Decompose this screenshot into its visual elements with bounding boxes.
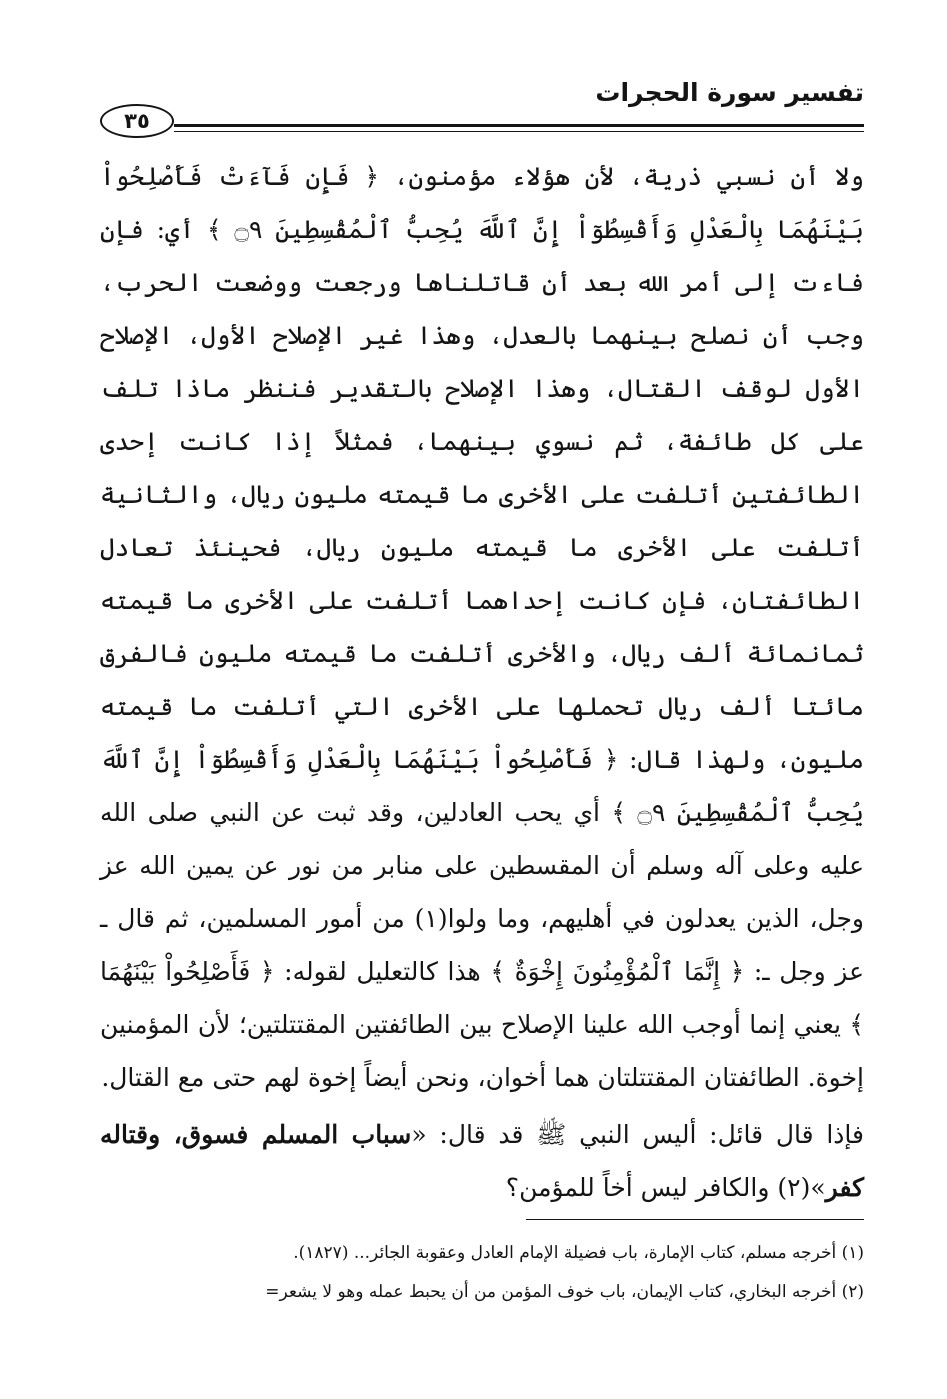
paragraph-2 <box>100 1108 864 1218</box>
page-header <box>100 78 864 138</box>
footnote-separator <box>526 1219 864 1220</box>
header-rule-thin <box>174 131 864 132</box>
paragraph-1: ولا أن نسبي ذرية، لأن هؤلاء مؤمنون، ﴿ فَإِن فَآءَتْ فَأَصْلِحُواْ بَيْنَهُمَا بِالْعَدْلِ وَأَقْسِطُوٓاْ إِنَّ ٱللَّهَ يُحِبُّ ٱلْمُقْسِطِينَ ۝٩ ﴾ أي: فإن فاءت إلى أمر الله بعد أن قاتلناها ورجعت ووضعت الحرب، وجب أن نصلح بينهما بالعدل، وهذا غير الإصلاح الأول، الإصلاح الأول لوقف القتال، وهذا الإصلاح بالتقدير فننظر ماذا تلف على كل طائفة، ثم نسوي بينهما، فمثلاً إذا كانت إحدى الطائفتين أتلفت على الأخرى ما قيمته مليون ريال، والثانية أتلفت على الأخرى ما قيمته مليون ريال، فحينئذ تعادل الطائفتان، فإن كانت إحداهما أتلفت على الأخرى ما قيمته ثمانمائة ألف ريال، والأخرى أتلفت ما قيمته مليون فالفرق مائتا ألف ريال تحملها على الأخرى التي أتلفت ما قيمته مليون، ولهذا قال: ﴿ فَأَصْلِحُواْ بَيْنَهُمَا بِالْعَدْلِ وَأَقْسِطُوٓاْ إِنَّ ٱللَّهَ يُحِبُّ ٱلْمُقْسِطِينَ ۝٩ ﴾ أي يحب العادلين، وقد ثبت عن النبي صلى الله عليه وعلى آله وسلم أن المقسطين على منابر من نور عن يمين الله عز وجل، الذين يعدلون في أهليهم، وما ولوا(١) من أمور المسلمين، ثم قال ـ عز وجل ـ: ﴿ إِنَّمَا ٱلْمُؤْمِنُونَ إِخْوَةٌ ﴾ هذا كالتعليل لقوله: ﴿ فَأَصْلِحُواْ بَيْنَهُمَا ﴾ يعني إنما أوجب الله علينا الإصلاح بين الطائفتين المقتتلتين؛ لأن المؤمنين إخوة. الطائفتان المقتتلتان هما أخوان، ونحن أيضاً إخوة لهم حتى مع القتال. <box>100 162 864 1092</box>
paragraph-2-start: فإذا قال قائل: أليس النبي ﷺ قد قال: « <box>411 1120 865 1149</box>
hadith-quote: سباب المسلم فسوق، وقتاله كفر <box>100 1120 864 1202</box>
paragraph-2-end: »(٢) والكافر ليس أخاً للمؤمن؟ <box>505 1173 826 1202</box>
main-text <box>100 150 864 1092</box>
header-rule-thick <box>174 124 864 127</box>
footnotes <box>100 1234 864 1312</box>
footnote-1: (١) أخرجه مسلم، كتاب الإمارة، باب فضيلة الإمام العادل وعقوبة الجائر... (١٨٢٧). <box>293 1243 864 1263</box>
footnote-2: (٢) أخرجه البخاري، كتاب الإيمان، باب خوف المؤمن من أن يحبط عمله وهو لا يشعر= <box>265 1282 864 1302</box>
page-number: ٣٥ <box>100 104 174 138</box>
running-title: تفسير سورة الحجرات <box>595 78 864 107</box>
